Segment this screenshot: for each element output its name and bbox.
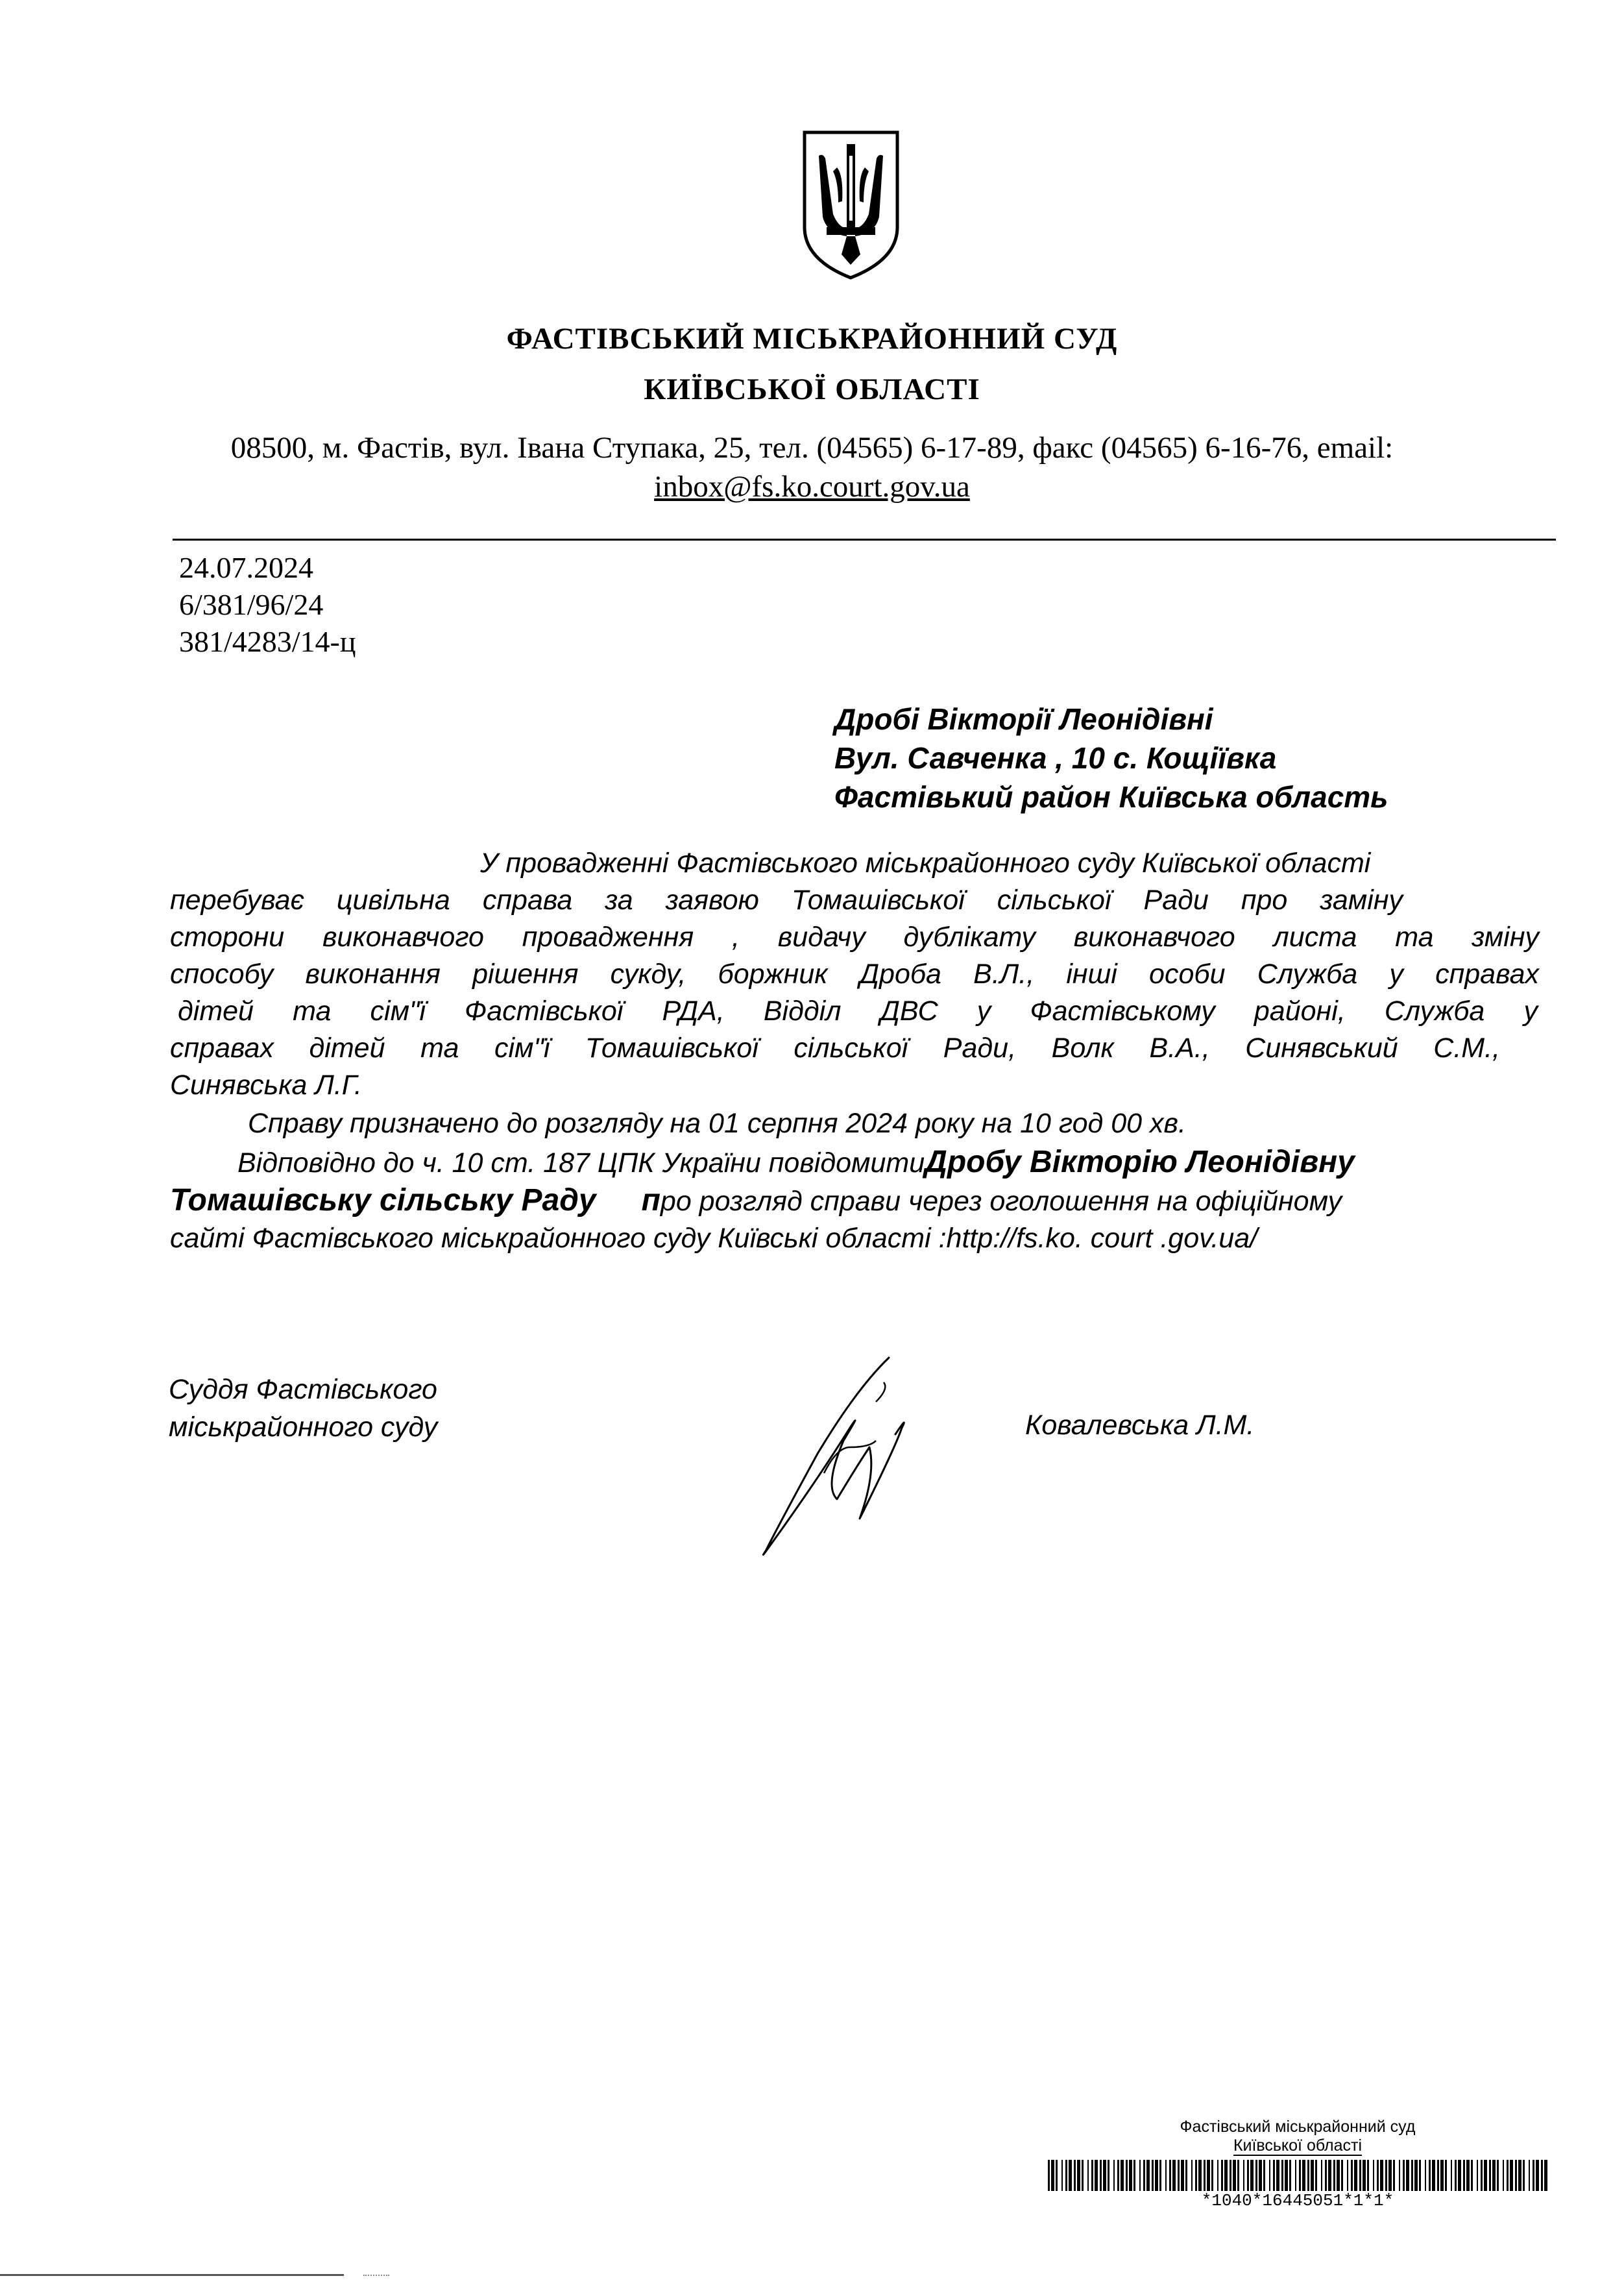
barcode-bar	[1347, 2160, 1348, 2191]
court-name: ФАСТІВСЬКИЙ МІСЬКРАЙОННИЙ СУД	[506, 322, 1118, 356]
barcode-bar	[1247, 2160, 1249, 2191]
hearing-date-line: Справу призначено до розгляду на 01 серпня 2024 року на 10 год 00 хв.	[248, 1108, 1186, 1139]
case-number: 6/381/96/24	[179, 588, 324, 621]
barcode-bar	[1484, 2160, 1487, 2191]
barcode-bar	[1255, 2160, 1257, 2191]
barcode-bar	[1299, 2160, 1301, 2191]
barcode-bar	[1230, 2160, 1231, 2191]
barcode-bar	[1295, 2160, 1296, 2191]
barcode-bar	[1492, 2160, 1496, 2191]
barcode-bar	[1211, 2160, 1213, 2191]
barcode-bar	[1393, 2160, 1395, 2191]
barcode-bar	[1082, 2160, 1084, 2191]
barcode-bar	[1117, 2160, 1119, 2191]
barcode-bar	[1529, 2160, 1530, 2191]
barcode-bar	[1169, 2160, 1171, 2191]
barcode-bar	[1311, 2160, 1314, 2191]
barcode-bar	[1195, 2160, 1197, 2191]
handwritten-signature	[740, 1350, 934, 1564]
barcode-bar	[1133, 2160, 1135, 2191]
barcode-bar	[1388, 2160, 1392, 2191]
barcode-bar	[1289, 2160, 1291, 2191]
barcode-bar	[1477, 2160, 1478, 2191]
barcode-bar	[1217, 2160, 1218, 2191]
barcode-bar	[1250, 2160, 1254, 2191]
barcode-bar	[1146, 2160, 1150, 2191]
judge-title-line1: Суддя Фастівського	[169, 1374, 437, 1405]
barcode-bar	[1541, 2160, 1543, 2191]
barcode-bar	[1095, 2160, 1098, 2191]
barcode-bar	[1281, 2160, 1283, 2191]
barcode	[1048, 2160, 1547, 2191]
body-line: дітей та сім"ї Фастівської РДА, Відділ ДВС у Фастівському районі, Служба у	[178, 996, 1538, 1027]
barcode-bar	[1380, 2160, 1383, 2191]
court-email-line	[0, 467, 1624, 506]
barcode-bar	[1518, 2160, 1521, 2191]
barcode-bar	[1325, 2160, 1327, 2191]
barcode-bar	[1087, 2160, 1089, 2191]
barcode-bar	[1074, 2160, 1076, 2191]
notify-line	[170, 1182, 1342, 1220]
barcode-bar	[1466, 2160, 1470, 2191]
body-line: справах дітей та сім"ї Томашівської сільської Ради, Волк В.А., Синявський С.М.,	[170, 1033, 1500, 1064]
barcode-bar	[1507, 2160, 1509, 2191]
barcode-bar	[1414, 2160, 1418, 2191]
barcode-bar	[1481, 2160, 1483, 2191]
barcode-bar	[1451, 2160, 1452, 2191]
court-address: 08500, м. Фастів, вул. Івана Ступака, 25, тел. (04565) 6-17-89, факс (04565) 6-16-76, email:	[230, 431, 1394, 465]
body-line: перебуває цивільна справа за заявою Томашівської сільської Ради про заміну	[170, 885, 1403, 916]
body-line: Синявська Л.Г.	[170, 1070, 362, 1101]
barcode-bar	[1523, 2160, 1525, 2191]
body-line: У провадженні Фастівського міськрайонного суду Київської області	[480, 848, 1371, 879]
barcode-bar	[1091, 2160, 1093, 2191]
barcode-bar	[1181, 2160, 1184, 2191]
notify-method: ро розгляд справи через оголошення на офіційному	[660, 1186, 1342, 1217]
notify-person: Дробу Вікторію Леонідівну	[925, 1145, 1355, 1179]
addressee-name: Дробі Вікторії Леонідівні	[834, 702, 1213, 736]
barcode-bar	[1497, 2160, 1499, 2191]
barcode-bar	[1367, 2160, 1369, 2191]
barcode-bar	[1143, 2160, 1145, 2191]
addressee-street: Вул. Савченка , 10 с. Кощіївка	[834, 741, 1277, 775]
trident-coat-of-arms-icon	[801, 130, 901, 280]
barcode-bar	[1159, 2160, 1161, 2191]
outgoing-number: 381/4283/14-ц	[179, 625, 356, 658]
barcode-bar	[1233, 2160, 1236, 2191]
notify-bold-letter: п	[641, 1183, 661, 1217]
barcode-bar	[1198, 2160, 1202, 2191]
barcode-bar	[1533, 2160, 1534, 2191]
notify-council: Томашівську сільську Раду	[170, 1183, 596, 1217]
barcode-bar	[1185, 2160, 1187, 2191]
barcode-bar	[1139, 2160, 1141, 2191]
barcode-bar	[1471, 2160, 1473, 2191]
barcode-bar	[1113, 2160, 1115, 2191]
barcode-bar	[1077, 2160, 1080, 2191]
barcode-bar	[1445, 2160, 1447, 2191]
barcode-bar	[1204, 2160, 1206, 2191]
barcode-bar	[1510, 2160, 1513, 2191]
barcode-bar	[1172, 2160, 1176, 2191]
barcode-bar	[1152, 2160, 1154, 2191]
barcode-bar	[1458, 2160, 1461, 2191]
barcode-bar	[1489, 2160, 1491, 2191]
barcode-bar	[1051, 2160, 1054, 2191]
barcode-bar	[1515, 2160, 1517, 2191]
footer-dots	[363, 2275, 389, 2277]
barcode-bar	[1425, 2160, 1426, 2191]
judge-name: Ковалевська Л.М.	[1025, 1410, 1255, 1441]
notify-line	[237, 1144, 1355, 1182]
barcode-bar	[1103, 2160, 1106, 2191]
barcode-bar	[1503, 2160, 1504, 2191]
barcode-bar	[1440, 2160, 1444, 2191]
barcode-bar	[1307, 2160, 1309, 2191]
barcode-bar	[1419, 2160, 1421, 2191]
barcode-bar	[1359, 2160, 1361, 2191]
barcode-bar	[1333, 2160, 1335, 2191]
barcode-bar	[1399, 2160, 1400, 2191]
barcode-bar	[1321, 2160, 1322, 2191]
barcode-bar	[1432, 2160, 1435, 2191]
barcode-bar	[1411, 2160, 1413, 2191]
court-region: КИЇВСЬКОЇ ОБЛАСТІ	[644, 373, 980, 406]
barcode-bar	[1377, 2160, 1379, 2191]
barcode-bar	[1069, 2160, 1072, 2191]
barcode-bar	[1126, 2160, 1128, 2191]
barcode-bar	[1373, 2160, 1374, 2191]
barcode-bar	[1544, 2160, 1547, 2191]
barcode-bar	[1363, 2160, 1366, 2191]
barcode-bar	[1065, 2160, 1067, 2191]
barcode-bar	[1259, 2160, 1262, 2191]
barcode-bar	[1285, 2160, 1288, 2191]
barcode-bar	[1302, 2160, 1305, 2191]
barcode-bar	[1315, 2160, 1317, 2191]
barcode-bar	[1221, 2160, 1223, 2191]
barcode-bar	[1351, 2160, 1353, 2191]
court-email-link[interactable]: inbox@fs.ko.court.gov.ua	[654, 470, 970, 504]
header-divider	[173, 539, 1556, 541]
document-date: 24.07.2024	[179, 551, 313, 584]
barcode-bar	[1341, 2160, 1343, 2191]
barcode-bar	[1536, 2160, 1539, 2191]
body-line: способу виконання рішення сукду, боржник Дроба В.Л., інші особи Служба у справах	[170, 959, 1539, 990]
barcode-bar	[1165, 2160, 1167, 2191]
barcode-bar	[1243, 2160, 1244, 2191]
barcode-bar	[1237, 2160, 1239, 2191]
registration-stamp	[1038, 2117, 1557, 2210]
barcode-bar	[1429, 2160, 1431, 2191]
barcode-bar	[1207, 2160, 1210, 2191]
barcode-bar	[1263, 2160, 1265, 2191]
stamp-code: *1040*16445051*1*1*	[1201, 2191, 1394, 2210]
body-line: сторони виконавчого провадження , видачу дублікату виконавчого листа та зміну	[170, 922, 1539, 953]
document-refs	[179, 549, 356, 660]
barcode-bar	[1224, 2160, 1228, 2191]
barcode-bar	[1437, 2160, 1439, 2191]
barcode-bar	[1273, 2160, 1275, 2191]
barcode-bar	[1406, 2160, 1409, 2191]
addressee-district: Фастівький район Київська область	[834, 780, 1388, 814]
barcode-bar	[1385, 2160, 1387, 2191]
barcode-bar	[1269, 2160, 1270, 2191]
barcode-bar	[1337, 2160, 1340, 2191]
addressee-block	[834, 700, 1388, 816]
barcode-bar	[1048, 2160, 1050, 2191]
barcode-bar	[1129, 2160, 1132, 2191]
barcode-bar	[1463, 2160, 1465, 2191]
barcode-bar	[1455, 2160, 1457, 2191]
barcode-bar	[1108, 2160, 1109, 2191]
barcode-bar	[1121, 2160, 1124, 2191]
barcode-bar	[1276, 2160, 1279, 2191]
barcode-bar	[1403, 2160, 1405, 2191]
notify-text: Відповідно до ч. 10 ст. 187 ЦПК України повідомити	[237, 1147, 925, 1179]
barcode-bar	[1100, 2160, 1102, 2191]
barcode-bar	[1061, 2160, 1063, 2191]
barcode-bar	[1328, 2160, 1331, 2191]
barcode-bar	[1178, 2160, 1180, 2191]
barcode-bar	[1155, 2160, 1158, 2191]
website-line: сайті Фастівського міськрайонного суду Київські області :http://fs.ko. court .gov.ua/	[170, 1223, 1258, 1254]
barcode-bar	[1354, 2160, 1357, 2191]
footer-line	[0, 2274, 344, 2276]
barcode-bar	[1056, 2160, 1058, 2191]
judge-title	[169, 1371, 437, 1446]
barcode-bar	[1191, 2160, 1193, 2191]
stamp-region: Київської області	[1233, 2136, 1363, 2155]
judge-title-line2: міськрайонного суду	[169, 1412, 438, 1443]
stamp-court: Фастівський міськрайонний суд	[1180, 2118, 1416, 2136]
